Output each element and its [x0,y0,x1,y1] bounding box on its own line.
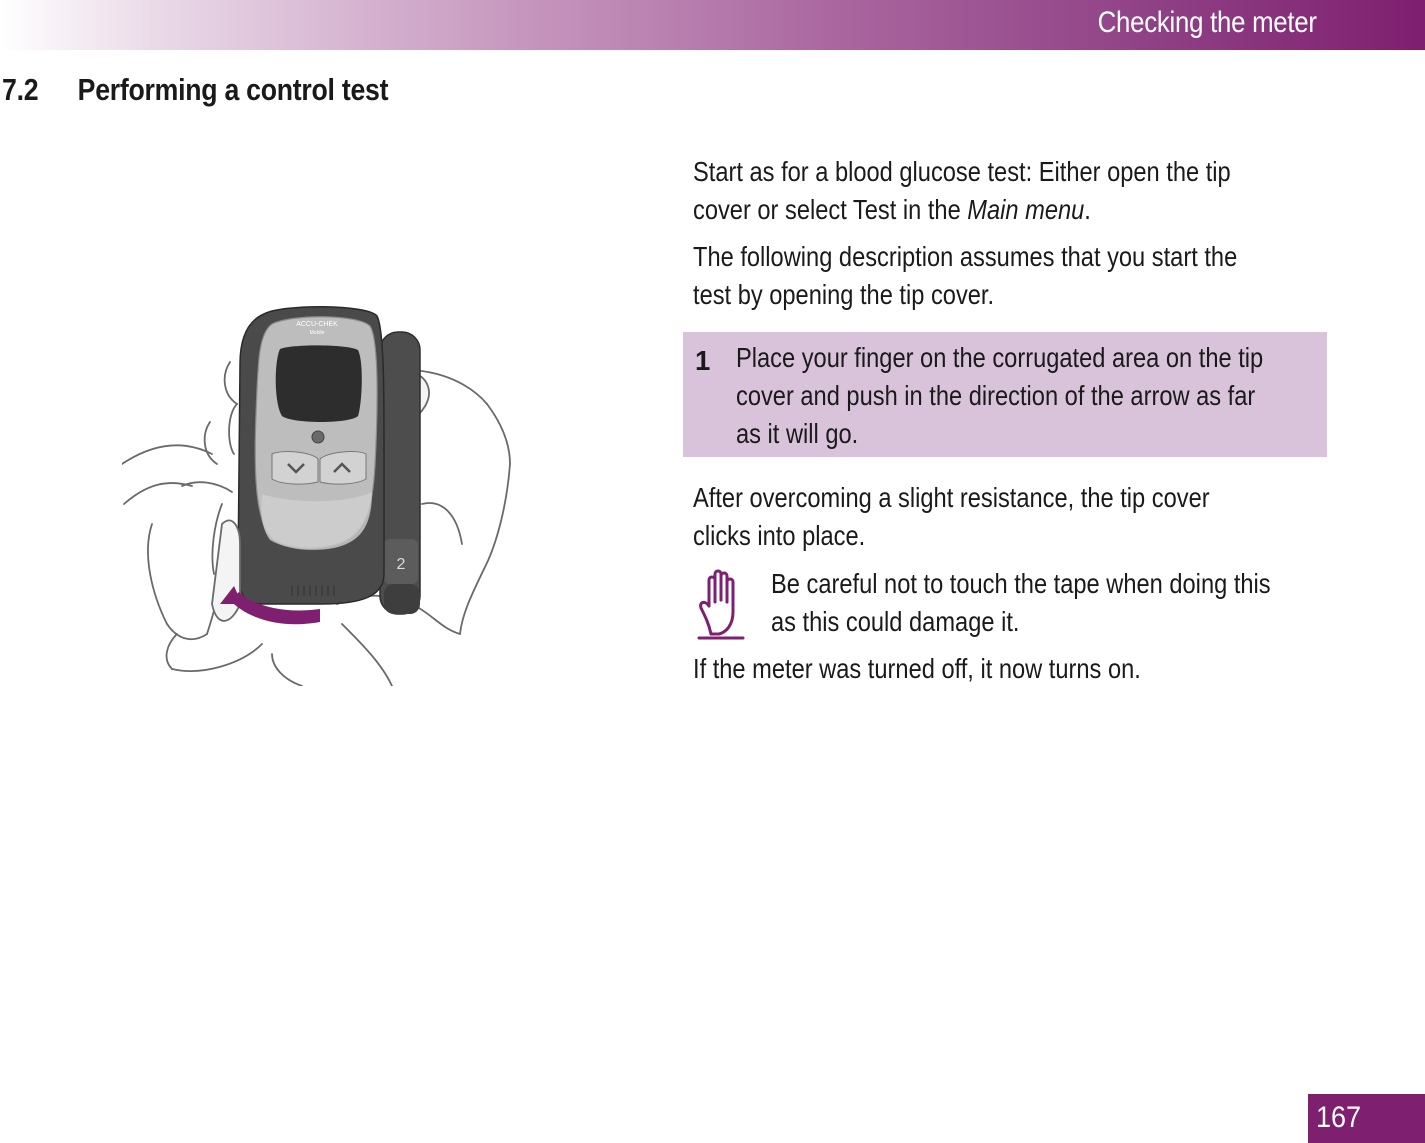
step-box [683,332,1327,457]
chapter-title: Checking the meter [1097,6,1317,39]
intro-line-1: Start as for a blood glucose test: Either open the tip [693,156,1231,187]
step-line-3: as it will go. [736,418,859,449]
warning-text [771,565,1425,641]
final-paragraph [693,650,1425,688]
result-paragraph [693,479,1425,555]
section-title: Performing a control test [77,72,389,107]
meter-illustration [122,304,512,686]
intro-paragraph [693,153,1425,229]
para2-line-1: The following description assumes that you start the [693,241,1238,272]
section-heading [2,72,388,108]
step-number: 1 [695,345,711,376]
main-menu-reference: Main menu [967,194,1085,225]
para3-line-1: After overcoming a slight resistance, the tip cover [693,482,1210,513]
device-model: Mobile [309,330,325,336]
header-bar [0,0,1425,50]
para3-line-2: clicks into place. [693,520,866,551]
para4: If the meter was turned off, it now turns on. [693,653,1141,684]
section-number: 7.2 [2,72,39,107]
assumption-paragraph [693,238,1425,314]
device-brand: ACCU-CHEK [296,321,338,328]
intro-line-2-suffix: . [1084,194,1091,225]
dial-digit: 2 [396,556,406,573]
warning-line-2: as this could damage it. [771,606,1020,637]
intro-line-2 [693,191,1329,229]
intro-line-2-prefix: cover or select Test in the [693,194,968,225]
hand-stop-icon [697,566,745,642]
page-number: 167 [1316,1101,1362,1134]
page-number-tab [1308,1094,1425,1143]
warning-line-1: Be careful not to touch the tape when doing this [771,568,1271,599]
para2-line-2: test by opening the tip cover. [693,279,995,310]
step-text [736,339,1329,453]
step-line-2: cover and push in the direction of the arrow as far [736,380,1256,411]
step-line-1: Place your finger on the corrugated area on the tip [736,342,1264,373]
